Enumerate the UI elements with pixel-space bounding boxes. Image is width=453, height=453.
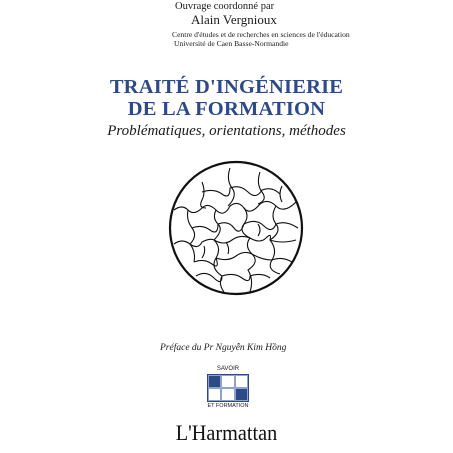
coordination-label: Ouvrage coordonné par bbox=[175, 1, 275, 12]
collection-grid-cell bbox=[208, 375, 221, 388]
affiliation-line-2: Université de Caen Basse-Normandie bbox=[174, 39, 289, 48]
publisher-name: L'Harmattan bbox=[175, 420, 278, 445]
collection-name-bottom: ET FORMATION bbox=[207, 403, 249, 409]
collection-grid-cell bbox=[235, 375, 248, 388]
collection-grid-cell bbox=[208, 388, 221, 401]
editor-name: Alain Vergnioux bbox=[191, 12, 277, 27]
collection-grid-cell bbox=[235, 388, 248, 401]
preface-credit: Préface du Pr Nguyễn Kim Hồng bbox=[160, 343, 287, 353]
collection-grid-cell bbox=[221, 375, 234, 388]
subtitle: Problématiques, orientations, méthodes bbox=[107, 123, 346, 139]
title-line-2: DE LA FORMATION bbox=[127, 98, 326, 120]
title-line-1: TRAITÉ D'INGÉNIERIE bbox=[109, 76, 344, 98]
collection-grid-icon bbox=[207, 374, 249, 402]
collection-name-top: SAVOIR bbox=[216, 366, 240, 372]
collection-grid-cell bbox=[221, 388, 234, 401]
globe-icon bbox=[166, 158, 306, 298]
collection-logo bbox=[204, 366, 252, 410]
affiliation-line-1: Centre d'études et de recherches en sciences de l'éducation bbox=[172, 30, 350, 39]
